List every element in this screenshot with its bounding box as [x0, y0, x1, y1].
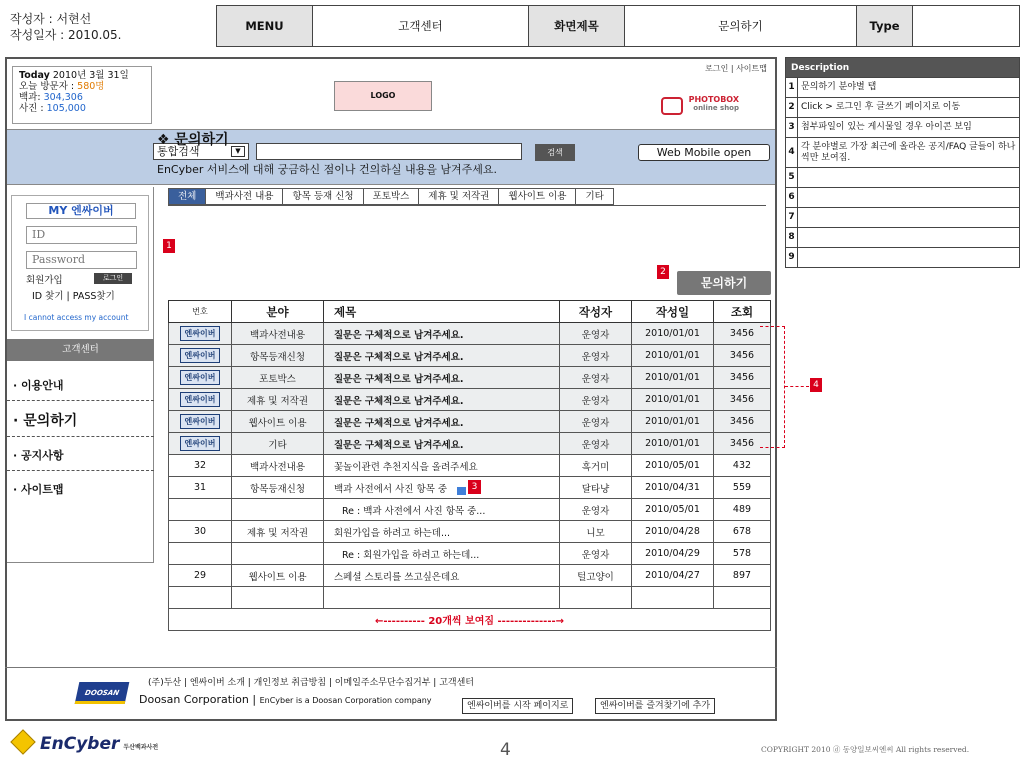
row-title[interactable]: 질문은 구체적으로 남겨주세요.: [324, 389, 560, 411]
row-views: 678: [714, 521, 771, 543]
dropdown-arrow-icon: ▼: [231, 146, 245, 157]
row-author: 운영자: [560, 543, 632, 565]
page-description: EnCyber 서비스에 대해 궁금하신 점이나 건의하실 내용을 남겨주세요.: [157, 163, 498, 176]
empty-cell: [169, 587, 232, 609]
row-author: 운영자: [560, 499, 632, 521]
encyber-name: EnCyber: [40, 734, 120, 754]
row-num: [169, 543, 232, 565]
description-text: [798, 188, 1020, 208]
description-text: [798, 168, 1020, 188]
description-number: 2: [786, 98, 798, 118]
description-number: 5: [786, 168, 798, 188]
row-date: 2010/01/01: [632, 345, 714, 367]
row-num: 31: [169, 477, 232, 499]
col-views: 조회: [714, 301, 771, 323]
row-views: 3456: [714, 433, 771, 455]
row-author: 달타냥: [560, 477, 632, 499]
row-date: 2010/01/01: [632, 367, 714, 389]
row-field: 제휴 및 저작권: [232, 521, 324, 543]
row-author: 운영자: [560, 411, 632, 433]
row-author: 운영자: [560, 433, 632, 455]
notice-row[interactable]: [169, 345, 771, 367]
row-field: 웹사이트 이용: [232, 411, 324, 433]
marker-3: 3: [468, 480, 481, 494]
sidenav-item-guide[interactable]: · 이용안내: [7, 371, 154, 401]
row-field: 백과사전내용: [232, 455, 324, 477]
id-field[interactable]: ID: [26, 226, 137, 244]
row-title[interactable]: 꽃놀이관련 추천지식을 올려주세요: [324, 455, 560, 477]
description-row: [786, 118, 1020, 138]
description-number: 6: [786, 188, 798, 208]
marker-1: 1: [163, 239, 175, 253]
login-box: [11, 195, 149, 331]
tab-partnership[interactable]: 제휴 및 저작권: [419, 188, 499, 205]
tab-photobox[interactable]: 포토박스: [364, 188, 420, 205]
tab-all[interactable]: 전체: [168, 188, 206, 205]
row-field: 항목등재신청: [232, 345, 324, 367]
col-title: 제목: [324, 301, 560, 323]
sidenav-item-sitemap[interactable]: · 사이트맵: [13, 483, 64, 496]
web-mobile-button[interactable]: Web Mobile open: [638, 144, 770, 161]
empty-cell: [632, 587, 714, 609]
empty-cell: [324, 587, 560, 609]
sidebar: [7, 187, 154, 563]
row-title[interactable]: 질문은 구체적으로 남겨주세요.: [324, 345, 560, 367]
row-date: 2010/05/01: [632, 499, 714, 521]
visitors-value: 580명: [77, 81, 105, 92]
row-date: 2010/01/01: [632, 411, 714, 433]
col-date: 작성일: [632, 301, 714, 323]
type-value: [913, 6, 1020, 47]
row-author: 운영자: [560, 345, 632, 367]
photobox-brand[interactable]: [659, 95, 739, 121]
description-panel: [785, 57, 1020, 268]
row-field: 제휴 및 저작권: [232, 389, 324, 411]
camera-icon: [661, 97, 683, 115]
encyclopedia-value: 304,306: [43, 92, 83, 103]
row-views: 3456: [714, 411, 771, 433]
site-footer: [5, 667, 777, 717]
tab-encyclopedia[interactable]: 백과사전 내용: [206, 188, 283, 205]
row-date: 2010/04/28: [632, 521, 714, 543]
marker-2: 2: [657, 265, 669, 279]
row-views: 578: [714, 543, 771, 565]
description-number: 9: [786, 248, 798, 268]
author-label: 작성자 : 서현선: [10, 12, 92, 26]
row-author: 운영자: [560, 323, 632, 345]
menu-value: 고객센터: [313, 6, 529, 47]
row-date: 2010/01/01: [632, 389, 714, 411]
notice-badge: 엔싸이버: [180, 392, 221, 407]
notice-row[interactable]: [169, 433, 771, 455]
row-field: [232, 543, 324, 565]
category-tabs: [168, 188, 614, 205]
row-author: 운영자: [560, 367, 632, 389]
row-title[interactable]: 스페셜 스토리를 쓰고싶은데요: [324, 565, 560, 587]
notice-badge-cell: [169, 367, 232, 389]
row-field: 기타: [232, 433, 324, 455]
row-num: 32: [169, 455, 232, 477]
col-field: 분야: [232, 301, 324, 323]
description-text: [798, 248, 1020, 268]
table-row[interactable]: [169, 455, 771, 477]
row-num: 30: [169, 521, 232, 543]
visitors-label: 오늘 방문자 :: [19, 81, 78, 92]
notice-badge-cell: [169, 433, 232, 455]
description-number: 4: [786, 138, 798, 168]
row-views: 432: [714, 455, 771, 477]
row-views: 3456: [714, 367, 771, 389]
notice-brace: [760, 326, 785, 448]
row-views: 3456: [714, 323, 771, 345]
notice-row[interactable]: [169, 367, 771, 389]
empty-cell: [560, 587, 632, 609]
search-scope-value: 통합검색: [157, 145, 200, 158]
brace-leader: [785, 386, 809, 387]
screen-value: 문의하기: [625, 6, 857, 47]
tab-etc[interactable]: 기타: [576, 188, 613, 205]
sidenav-item-inquiry[interactable]: · 문의하기: [7, 405, 154, 437]
row-views: 489: [714, 499, 771, 521]
set-homepage-button[interactable]: 엔싸이버를 시작 페이지로: [462, 698, 573, 714]
description-row: [786, 98, 1020, 118]
row-title[interactable]: 질문은 구체적으로 남겨주세요.: [324, 411, 560, 433]
description-row: [786, 248, 1020, 268]
ask-button[interactable]: 문의하기: [677, 271, 771, 295]
empty-row: [169, 587, 771, 609]
row-field: 항목등재신청: [232, 477, 324, 499]
encyber-brand: [14, 733, 158, 754]
row-field: 포토박스: [232, 367, 324, 389]
description-text: 첨부파일이 있는 게시물일 경우 아이콘 보임: [798, 118, 1020, 138]
top-links[interactable]: 로그인 | 사이트맵: [705, 64, 767, 73]
description-number: 7: [786, 208, 798, 228]
login-button[interactable]: 로그인: [94, 273, 132, 284]
paging-note: ←---------- 20개씩 보여짐 --------------→: [169, 609, 771, 631]
page-number: 4: [500, 740, 511, 760]
row-date: 2010/04/27: [632, 565, 714, 587]
row-views: 559: [714, 477, 771, 499]
password-field[interactable]: Password: [26, 251, 137, 269]
description-text: [798, 208, 1020, 228]
tab-item-request[interactable]: 항목 등재 신청: [283, 188, 363, 205]
table-row[interactable]: [169, 565, 771, 587]
stats-box: [12, 66, 152, 124]
date-label: 작성일자 : 2010.05.: [10, 28, 122, 42]
find-account-links[interactable]: ID 찾기 | PASS찾기: [32, 291, 115, 302]
description-text: Click > 로그인 후 글쓰기 페이지로 이동: [798, 98, 1020, 118]
description-body: [786, 78, 1020, 268]
row-num: 29: [169, 565, 232, 587]
row-author: 니모: [560, 521, 632, 543]
description-number: 1: [786, 78, 798, 98]
sidenav-title: 고객센터: [7, 339, 154, 361]
col-author: 작성자: [560, 301, 632, 323]
notice-row[interactable]: [169, 323, 771, 345]
row-title[interactable]: Re : 백과 사전에서 사진 항목 중...: [324, 499, 560, 521]
notice-badge-cell: [169, 389, 232, 411]
row-date: 2010/04/31: [632, 477, 714, 499]
row-author: 운영자: [560, 389, 632, 411]
notice-badge: 엔싸이버: [180, 436, 221, 451]
menu-key: MENU: [217, 6, 313, 47]
description-text: [798, 228, 1020, 248]
row-title[interactable]: 질문은 구체적으로 남겨주세요.: [324, 433, 560, 455]
row-field: 백과사전내용: [232, 323, 324, 345]
board-body: [169, 323, 771, 631]
tab-website[interactable]: 웹사이트 이용: [499, 188, 576, 205]
row-title[interactable]: 회원가입을 하려고 하는데...: [324, 521, 560, 543]
search-button[interactable]: 검색: [535, 144, 575, 161]
doc-meta: [10, 11, 121, 43]
description-row: [786, 168, 1020, 188]
row-date: 2010/01/01: [632, 323, 714, 345]
join-link[interactable]: 회원가입: [26, 275, 63, 286]
row-field: [232, 499, 324, 521]
description-row: [786, 228, 1020, 248]
row-author: 털고양이: [560, 565, 632, 587]
table-row[interactable]: [169, 499, 771, 521]
footer-corp: [139, 693, 432, 706]
row-title[interactable]: 질문은 구체적으로 남겨주세요.: [324, 367, 560, 389]
description-row: [786, 78, 1020, 98]
site-logo[interactable]: LOGO: [334, 81, 432, 111]
copyright: COPYRIGHT 2010 ⓓ 동양일보씨엔씨 All rights reserved.: [761, 745, 970, 754]
row-field: 웹사이트 이용: [232, 565, 324, 587]
row-date: 2010/05/01: [632, 455, 714, 477]
empty-cell: [232, 587, 324, 609]
encyber-sub: 두산백과사전: [123, 744, 159, 751]
col-num: 번호: [169, 301, 232, 323]
description-text: 문의하기 분야별 탭: [798, 78, 1020, 98]
marker-4: 4: [810, 378, 822, 392]
cannot-access-link[interactable]: I cannot access my account: [24, 313, 129, 322]
row-num: [169, 499, 232, 521]
description-row: [786, 208, 1020, 228]
description-text: 각 분야별로 가장 최근에 올라온 공지/FAQ 글들이 하나씩만 보여짐.: [798, 138, 1020, 168]
empty-cell: [714, 587, 771, 609]
notice-badge: 엔싸이버: [180, 348, 221, 363]
today-label: Today: [19, 70, 50, 81]
table-row[interactable]: [169, 521, 771, 543]
footer-links[interactable]: (주)두산 | 엔싸이버 소개 | 개인정보 취급방침 | 이메일주소무단수집거부 | 고객센터: [148, 678, 474, 688]
row-views: 897: [714, 565, 771, 587]
description-title: Description: [786, 58, 1020, 78]
row-author: 흑거미: [560, 455, 632, 477]
photo-label: 사진 :: [19, 103, 47, 114]
notice-badge: 엔싸이버: [180, 326, 221, 341]
table-row[interactable]: [169, 543, 771, 565]
screen-key: 화면제목: [529, 6, 625, 47]
corp-name: Doosan Corporation |: [139, 693, 260, 706]
page-title: ❖ 문의하기: [157, 132, 229, 148]
doc-header-table: [216, 5, 1020, 47]
type-key: Type: [857, 6, 913, 47]
corp-subtext: EnCyber is a Doosan Corporation company: [259, 696, 432, 705]
notice-badge-cell: [169, 411, 232, 433]
attachment-icon: [457, 487, 466, 495]
notice-badge-cell: [169, 345, 232, 367]
row-title[interactable]: Re : 회원가입을 하려고 하는데...: [324, 543, 560, 565]
row-title[interactable]: 백과 사전에서 사진 항목 중: [324, 477, 560, 499]
brand-sub: online shop: [693, 104, 739, 112]
board-table: [168, 300, 771, 631]
search-input[interactable]: [256, 143, 522, 160]
row-views: 3456: [714, 389, 771, 411]
sidenav-item-notice[interactable]: · 공지사항: [7, 441, 154, 471]
description-number: 3: [786, 118, 798, 138]
notice-badge: 엔싸이버: [180, 414, 221, 429]
description-table: [785, 57, 1020, 268]
description-row: [786, 188, 1020, 208]
notice-row[interactable]: [169, 411, 771, 433]
notice-badge: 엔싸이버: [180, 370, 221, 385]
diamond-icon: [10, 729, 35, 754]
description-number: 8: [786, 228, 798, 248]
row-date: 2010/04/29: [632, 543, 714, 565]
photo-value: 105,000: [46, 103, 86, 114]
footnote-row: [169, 609, 771, 631]
today-date: 2010년 3월 31일: [52, 70, 129, 81]
encyclopedia-label: 백과:: [19, 92, 44, 103]
notice-badge-cell: [169, 323, 232, 345]
doosan-logo: DOOSAN: [75, 682, 130, 704]
notice-row[interactable]: [169, 389, 771, 411]
tab-underline: [168, 205, 766, 206]
my-encyber-title: MY 엔싸이버: [26, 203, 136, 219]
row-date: 2010/01/01: [632, 433, 714, 455]
row-views: 3456: [714, 345, 771, 367]
brand-name: PHOTOBOX: [688, 95, 739, 104]
add-favorite-button[interactable]: 엔싸이버를 즐겨찾기에 추가: [595, 698, 715, 714]
row-title[interactable]: 질문은 구체적으로 남겨주세요.: [324, 323, 560, 345]
description-row: [786, 138, 1020, 168]
